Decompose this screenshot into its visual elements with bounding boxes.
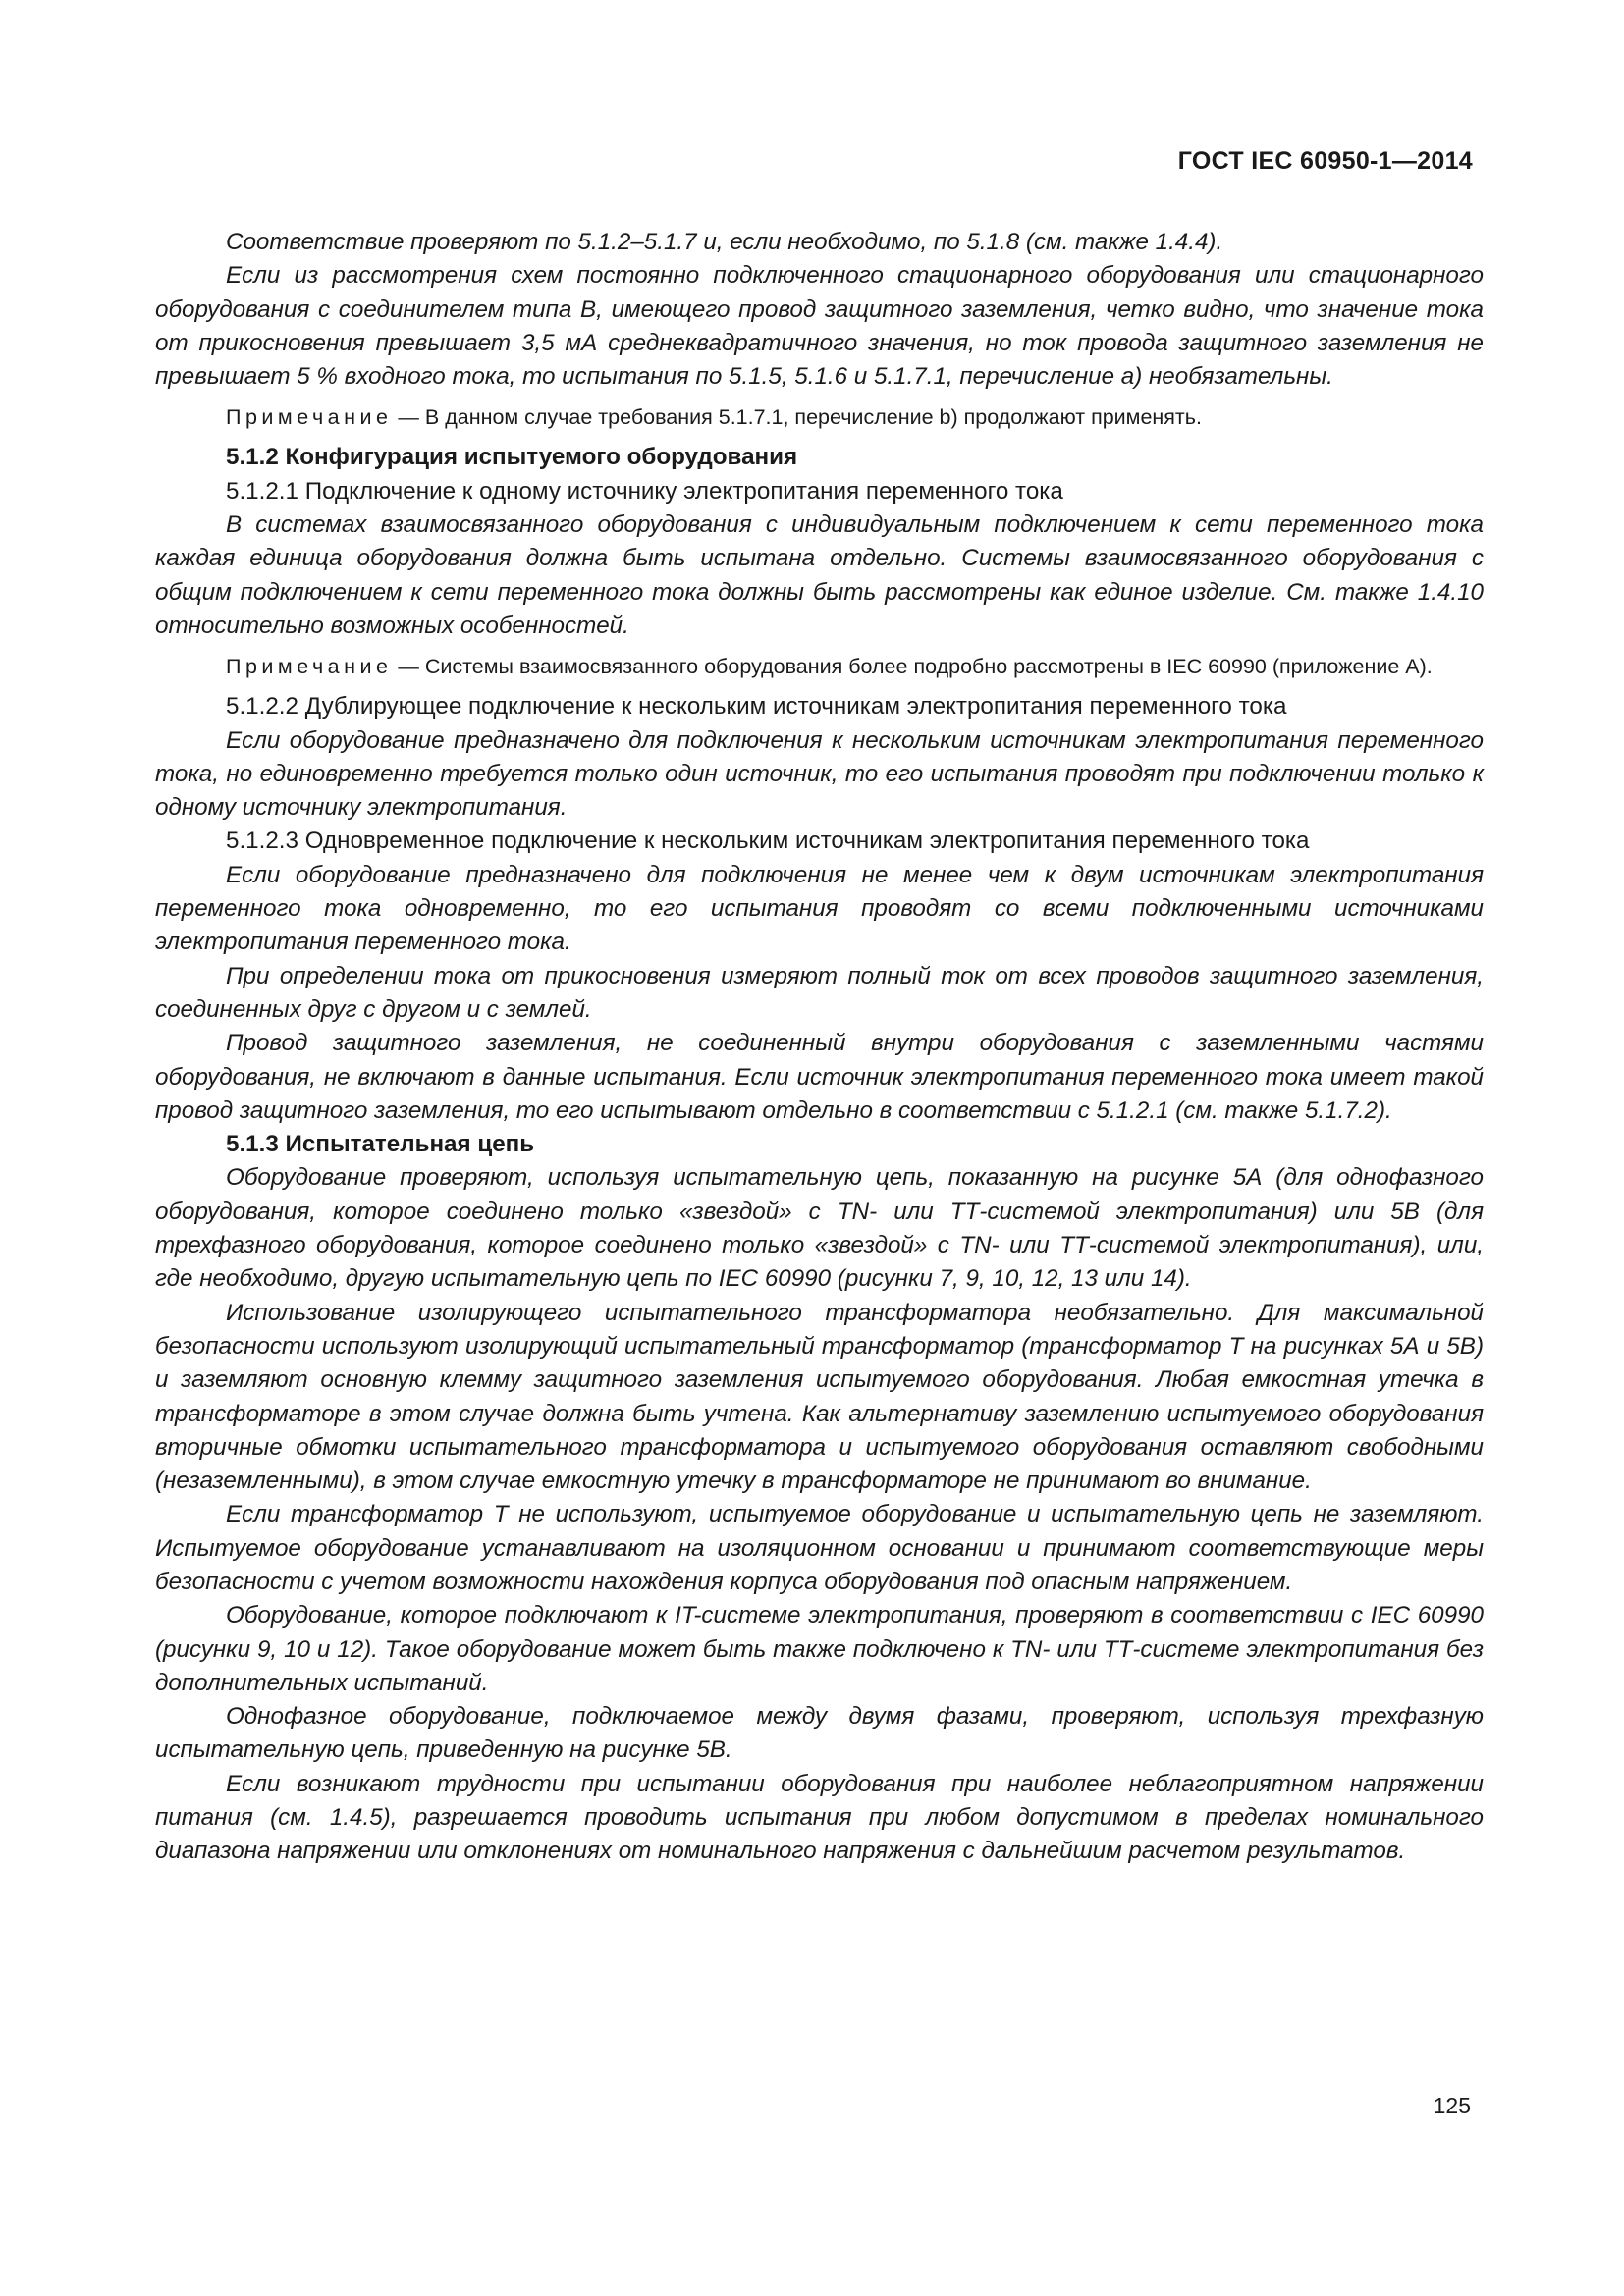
paragraph: Оборудование проверяют, используя испытательную цепь, показанную на рисунке 5А (для однофазного оборудования, которое соединено только «звездой» с TN- или ТТ-системой электропитания) или 5В (для трехфазного оборудования, которое соединено только «звездой» с TN- или ТТ-системой электропитания), или, где необходимо, другую испытательную цепь по IEC 60990 (рисунки 7, 9, 10, 12, 13 или 14). — [155, 1164, 1484, 1293]
note-text: — Системы взаимосвязанного оборудования более подробно рассмотрены в IEC 60990 (приложение А). — [392, 655, 1433, 679]
subsection-heading: 5.1.2.1 Подключение к одному источнику электропитания переменного тока — [226, 477, 1063, 505]
note-text: — В данном случае требования 5.1.7.1, перечисление b) продолжают применять. — [392, 405, 1202, 430]
document-body — [155, 226, 1484, 1869]
paragraph: Оборудование, которое подключают к IT-системе электропитания, проверяют в соответствии с IEC 60990 (рисунки 9, 10 и 12). Такое оборудование может быть также подключено к TN- или ТТ-системе электропитания без дополнительных испытаний. — [155, 1602, 1484, 1696]
note-label: Примечание — [226, 655, 393, 679]
paragraph: Если оборудование предназначено для подключения к нескольким источникам электропитания переменного тока, но единовременно требуется только один источник, то его испытания проводят при подключении только к одному источнику электропитания. — [155, 726, 1484, 822]
paragraph: Если из рассмотрения схем постоянно подключенного стационарного оборудования или стационарного оборудования с соединителем типа В, имеющего провод защитного заземления, четко видно, что значение тока от прикосновения превышает 3,5 мА среднеквадратичного значения, но ток провода защитного заземления не превышает 5 % входного тока, то испытания по 5.1.5, 5.1.6 и 5.1.7.1, перечисление а) необязательны. — [155, 262, 1484, 391]
note-label: Примечание — [226, 405, 393, 430]
paragraph: Однофазное оборудование, подключаемое между двумя фазами, проверяют, используя трехфазную испытательную цепь, приведенную на рисунке 5В. — [155, 1703, 1484, 1764]
paragraph: Провод защитного заземления, не соединенный внутри оборудования с заземленными частями оборудования, не включают в данные испытания. Если источник электропитания переменного тока имеет такой провод защитного заземления, то его испытывают отдельно в соответствии с 5.1.2.1 (см. также 5.1.7.2). — [155, 1030, 1484, 1124]
note — [155, 401, 1484, 433]
subsection-heading: 5.1.2.3 Одновременное подключение к нескольким источникам электропитания переменного тока — [226, 828, 1310, 855]
paragraph: В системах взаимосвязанного оборудования с индивидуальным подключением к сети переменного тока каждая единица оборудования должна быть испытана отдельно. Системы взаимосвязанного оборудования с общим подключением к сети переменного тока должны быть рассмотрены как единое изделие. См. также 1.4.10 относительно возможных особенностей. — [155, 511, 1484, 639]
note — [155, 651, 1484, 682]
paragraph: Если возникают трудности при испытании оборудования при наиболее неблагоприятном напряжении питания (см. 1.4.5), разрешается проводить испытания при любом допустимом в пределах номинального диапазона напряжении или отклонениях от номинального напряжения с дальнейшим расчетом результатов. — [155, 1770, 1484, 1865]
paragraph: При определении тока от прикосновения измеряют полный ток от всех проводов защитного заземления, соединенных друг с другом и с землей. — [155, 962, 1484, 1023]
paragraph: Если оборудование предназначено для подключения не менее чем к двум источникам электропитания переменного тока одновременно, то его испытания проводят со всеми подключенными источниками электропитания переменного тока. — [155, 861, 1484, 956]
page-number: 125 — [1433, 2093, 1471, 2118]
paragraph: Соответствие проверяют по 5.1.2–5.1.7 и, если необходимо, по 5.1.8 (см. также 1.4.4). — [226, 229, 1223, 255]
section-heading: 5.1.2 Конфигурация испытуемого оборудования — [226, 444, 798, 471]
paragraph: Использование изолирующего испытательного трансформатора необязательно. Для максимальной безопасности используют изолирующий испытательный трансформатор (трансформатор Т на рисунках 5А и 5В) и заземляют основную клемму защитного заземления испытуемого оборудования. Любая емкостная утечка в трансформаторе в этом случае должна быть учтена. Как альтернативу заземлению испытуемого оборудования вторичные обмотки испытательного трансформатора и испытуемого оборудования оставляют свободными (незаземленными), в этом случае емкостную утечку в трансформаторе не принимают во внимание. — [155, 1299, 1484, 1495]
paragraph: Если трансформатор Т не используют, испытуемое оборудование и испытательную цепь не заземляют. Испытуемое оборудование устанавливают на изоляционном основании и принимают соответствующие меры безопасности с учетом возможности нахождения корпуса оборудования под опасным напряжением. — [155, 1501, 1484, 1595]
section-heading: 5.1.3 Испытательная цепь — [226, 1131, 535, 1158]
standard-header: ГОСТ IEC 60950-1—2014 — [1177, 147, 1473, 175]
subsection-heading: 5.1.2.2 Дублирующее подключение к нескольким источникам электропитания переменного тока — [226, 693, 1287, 721]
